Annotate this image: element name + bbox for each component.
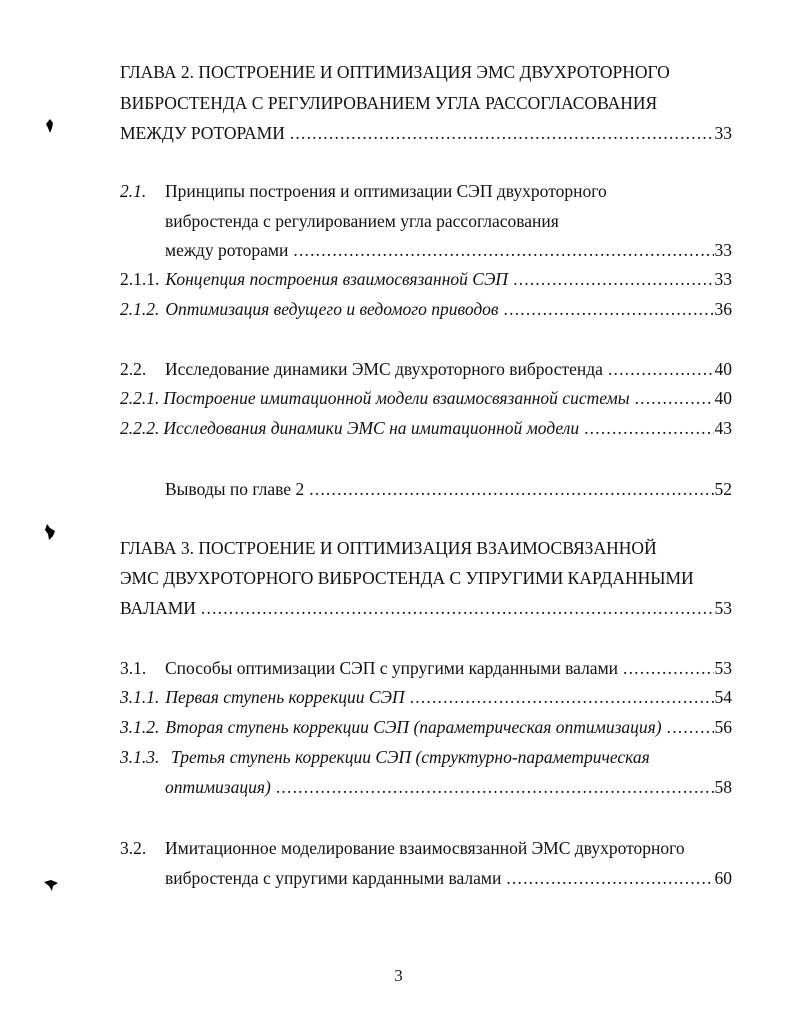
toc-entry-chapter2[interactable] [120, 122, 732, 144]
section-title: Построение имитационной модели взаимосвязанной системы [163, 388, 630, 408]
chapter2-title-line2: ВИБРОСТЕНДА С РЕГУЛИРОВАНИЕМ УГЛА РАССОГЛАСОВАНИЯ [120, 93, 658, 113]
page-number: 33 [714, 269, 732, 289]
margin-ink-blot-2 [44, 523, 58, 541]
section-3-2-title-line1: Имитационное моделирование взаимосвязанной ЭМС двухроторного [165, 838, 685, 858]
section-title: Вторая ступень коррекции СЭП (параметрическая оптимизация) [165, 717, 662, 737]
page-number: 56 [714, 717, 732, 737]
section-number: 2.2. [120, 359, 147, 379]
chapter3-title-line2: ЭМС ДВУХРОТОРНОГО ВИБРОСТЕНДА С УПРУГИМИ КАРДАННЫМИ [120, 568, 694, 588]
section-number: 2.2.1. [120, 388, 160, 408]
toc-entry-3-1-1[interactable] [120, 686, 732, 708]
section-number: 3.1.1. [120, 687, 160, 707]
toc-entry-2-1[interactable] [165, 239, 732, 261]
section-3-1-3-title-line1: Третья ступень коррекции СЭП (структурно-параметрическая [171, 747, 650, 767]
section-number: 2.2.2. [120, 418, 160, 438]
toc-entry-2-2-2[interactable] [120, 417, 732, 439]
page-number: 52 [714, 479, 732, 499]
section-title: Исследования динамики ЭМС на имитационной модели [163, 418, 580, 438]
page-number: 43 [714, 418, 732, 438]
page-number: 58 [714, 777, 732, 797]
section-2-1-title-line3: между роторами [165, 240, 289, 260]
page-number: 33 [714, 240, 732, 260]
section-number: 3.2. [120, 838, 147, 858]
page-number: 54 [714, 687, 732, 707]
dot-leader [513, 268, 713, 290]
chapter3-title-line3: ВАЛАМИ [120, 598, 196, 618]
section-number: 3.1.3. [120, 747, 160, 767]
section-title: Способы оптимизации СЭП с упругими карданными валами [165, 658, 619, 678]
chapter3-title-line1: ГЛАВА 3. ПОСТРОЕНИЕ И ОПТИМИЗАЦИЯ ВЗАИМОСВЯЗАННОЙ [120, 538, 657, 558]
section-title: Концепция построения взаимосвязанной СЭП [165, 269, 509, 289]
section-2-1-title-line2: вибростенда с регулированием угла рассогласования [165, 211, 559, 231]
dot-leader [608, 358, 714, 380]
page-footer-number: 3 [394, 966, 403, 985]
chapter2-title-line3: МЕЖДУ РОТОРАМИ [120, 123, 285, 143]
toc-entry-conclusions-2[interactable] [165, 478, 732, 500]
section-number: 3.1. [120, 658, 147, 678]
page-number: 53 [714, 658, 732, 678]
dot-leader [309, 478, 713, 500]
margin-ink-blot-3 [43, 878, 59, 892]
page-number: 36 [714, 299, 732, 319]
section-number: 2.1.1. [120, 269, 160, 289]
section-number: 2.1. [120, 181, 147, 201]
section-3-1-3-title-line2: оптимизация) [165, 777, 271, 797]
toc-entry-chapter3[interactable] [120, 597, 732, 619]
page-number: 40 [714, 388, 732, 408]
dot-leader [410, 686, 714, 708]
toc-entry-2-2[interactable] [120, 358, 732, 380]
dot-leader [504, 298, 714, 320]
section-3-2-title-line2: вибростенда с упругими карданными валами [165, 868, 502, 888]
toc-entry-3-1-2[interactable] [120, 716, 732, 738]
page-number: 53 [714, 598, 732, 618]
section-title: Выводы по главе 2 [165, 479, 305, 499]
dot-leader [667, 716, 714, 738]
page-number: 60 [714, 868, 732, 888]
page-number: 33 [714, 123, 732, 143]
dot-leader [635, 387, 714, 409]
toc-entry-3-2[interactable] [165, 867, 732, 889]
margin-ink-blot-1 [44, 118, 56, 134]
toc-entry-3-1[interactable] [120, 657, 732, 679]
chapter2-title-line1: ГЛАВА 2. ПОСТРОЕНИЕ И ОПТИМИЗАЦИЯ ЭМС ДВУХРОТОРНОГО [120, 62, 670, 82]
dot-leader [584, 417, 713, 439]
toc-entry-2-1-1[interactable] [120, 268, 732, 290]
page-number: 40 [714, 359, 732, 379]
section-title: Исследование динамики ЭМС двухроторного вибростенда [165, 359, 603, 379]
toc-entry-2-1-2[interactable] [120, 298, 732, 320]
section-2-1-title-line1: Принципы построения и оптимизации СЭП двухроторного [165, 181, 607, 201]
section-number: 2.1.2. [120, 299, 160, 319]
dot-leader [293, 239, 713, 261]
dot-leader [276, 776, 714, 798]
dot-leader [290, 122, 714, 144]
dot-leader [623, 657, 713, 679]
section-title: Первая ступень коррекции СЭП [165, 687, 405, 707]
section-title: Оптимизация ведущего и ведомого приводов [165, 299, 499, 319]
section-number: 3.1.2. [120, 717, 160, 737]
dot-leader [201, 597, 714, 619]
toc-entry-3-1-3[interactable] [165, 776, 732, 798]
toc-entry-2-2-1[interactable] [120, 387, 732, 409]
dot-leader [506, 867, 713, 889]
